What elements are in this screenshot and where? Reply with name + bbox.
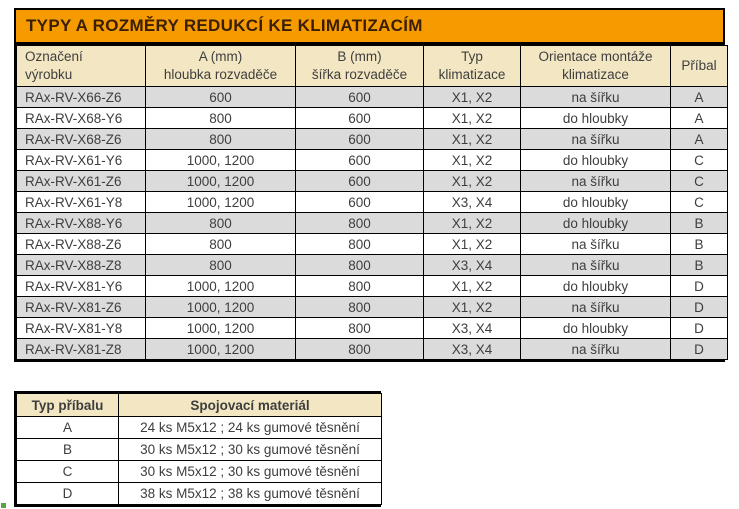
header-line: šířka rozvaděče <box>311 67 408 82</box>
cell-typ: X1, X2 <box>424 276 521 297</box>
cell-pribal: B <box>671 234 728 255</box>
cell-a: 1000, 1200 <box>146 150 296 171</box>
table-row <box>17 297 728 318</box>
pack-type-cell: C <box>17 461 119 483</box>
product-cell: RAx-RV-X61-Z6 <box>17 171 146 192</box>
header-line: A (mm) <box>198 49 243 65</box>
header-line: výrobku <box>25 67 73 82</box>
material-cell: 24 ks M5x12 ; 24 ks gumové těsnění <box>119 417 382 439</box>
header-line: Označení <box>25 49 83 65</box>
cell-typ: X3, X4 <box>424 255 521 276</box>
cell-orientace: na šířku <box>521 297 671 318</box>
product-cell: RAx-RV-X66-Z6 <box>17 87 146 108</box>
cell-typ: X1, X2 <box>424 129 521 150</box>
cell-a: 800 <box>146 108 296 129</box>
table-row <box>17 339 728 360</box>
cell-a: 1000, 1200 <box>146 171 296 192</box>
table-row <box>17 87 728 108</box>
column-header-b-mm <box>296 46 424 87</box>
table-row <box>17 461 382 483</box>
material-cell: 30 ks M5x12 ; 30 ks gumové těsnění <box>119 461 382 483</box>
pack-type-cell: D <box>17 483 119 505</box>
cell-b: 600 <box>296 150 424 171</box>
cell-a: 1000, 1200 <box>146 297 296 318</box>
column-header-pribal <box>671 46 728 87</box>
accessory-pack-panel <box>14 391 381 507</box>
cell-a: 800 <box>146 129 296 150</box>
product-cell: RAx-RV-X61-Y8 <box>17 192 146 213</box>
cell-pribal: A <box>671 129 728 150</box>
column-header-spojovaci-material: Spojovací materiál <box>119 394 382 417</box>
material-cell: 38 ks M5x12 ; 38 ks gumové těsnění <box>119 483 382 505</box>
table-row <box>17 439 382 461</box>
header-line: Orientace montáže <box>538 49 653 65</box>
product-cell: RAx-RV-X68-Y6 <box>17 108 146 129</box>
reduction-types-table <box>16 45 728 360</box>
column-header-orientace-montaze <box>521 46 671 87</box>
cell-pribal: C <box>671 150 728 171</box>
cell-orientace: na šířku <box>521 171 671 192</box>
cell-typ: X3, X4 <box>424 192 521 213</box>
cell-a: 800 <box>146 234 296 255</box>
cell-b: 800 <box>296 339 424 360</box>
column-header-typ-klimatizace <box>424 46 521 87</box>
cell-typ: X1, X2 <box>424 234 521 255</box>
cell-pribal: A <box>671 87 728 108</box>
cell-orientace: do hloubky <box>521 318 671 339</box>
cell-b: 600 <box>296 129 424 150</box>
accessory-header-row <box>17 394 382 417</box>
cell-pribal: D <box>671 276 728 297</box>
cell-a: 1000, 1200 <box>146 318 296 339</box>
product-cell: RAx-RV-X81-Z6 <box>17 297 146 318</box>
cell-b: 800 <box>296 234 424 255</box>
cell-orientace: na šířku <box>521 339 671 360</box>
cell-b: 800 <box>296 213 424 234</box>
cell-a: 800 <box>146 213 296 234</box>
cell-pribal: C <box>671 192 728 213</box>
cell-b: 800 <box>296 318 424 339</box>
cell-pribal: D <box>671 297 728 318</box>
column-header-typ-pribalu: Typ příbalu <box>17 394 119 417</box>
cell-a: 1000, 1200 <box>146 192 296 213</box>
cell-b: 600 <box>296 192 424 213</box>
cell-orientace: do hloubky <box>521 108 671 129</box>
cell-b: 800 <box>296 297 424 318</box>
cell-orientace: do hloubky <box>521 192 671 213</box>
product-cell: RAx-RV-X88-Y6 <box>17 213 146 234</box>
table-row <box>17 318 728 339</box>
product-cell: RAx-RV-X88-Z6 <box>17 234 146 255</box>
product-cell: RAx-RV-X68-Z6 <box>17 129 146 150</box>
cell-pribal: B <box>671 255 728 276</box>
cell-typ: X1, X2 <box>424 171 521 192</box>
table-row <box>17 255 728 276</box>
cell-orientace: na šířku <box>521 129 671 150</box>
column-header-oznaceni-vyrobku <box>17 46 146 87</box>
cell-orientace: do hloubky <box>521 276 671 297</box>
cell-b: 800 <box>296 276 424 297</box>
cell-typ: X1, X2 <box>424 150 521 171</box>
cell-orientace: do hloubky <box>521 213 671 234</box>
product-cell: RAx-RV-X81-Z8 <box>17 339 146 360</box>
table-row <box>17 129 728 150</box>
cell-orientace: na šířku <box>521 255 671 276</box>
cell-orientace: na šířku <box>521 234 671 255</box>
cell-pribal: A <box>671 108 728 129</box>
product-cell: RAx-RV-X88-Z8 <box>17 255 146 276</box>
cell-a: 800 <box>146 255 296 276</box>
cell-pribal: B <box>671 213 728 234</box>
pack-type-cell: B <box>17 439 119 461</box>
reduction-types-panel <box>14 8 725 362</box>
table-header-row <box>17 46 728 87</box>
table-row <box>17 171 728 192</box>
cell-pribal: D <box>671 318 728 339</box>
column-header-a-mm <box>146 46 296 87</box>
product-cell: RAx-RV-X81-Y8 <box>17 318 146 339</box>
table-row <box>17 150 728 171</box>
table-row <box>17 483 382 505</box>
table-row <box>17 213 728 234</box>
cell-b: 600 <box>296 108 424 129</box>
cell-typ: X1, X2 <box>424 108 521 129</box>
table-row <box>17 192 728 213</box>
cell-a: 1000, 1200 <box>146 276 296 297</box>
header-line: Příbal <box>681 58 717 74</box>
cell-b: 800 <box>296 255 424 276</box>
header-line: klimatizace <box>438 67 506 82</box>
header-line: Typ <box>461 49 483 65</box>
table-row <box>17 417 382 439</box>
stray-pixel-artifact <box>1 503 6 508</box>
cell-a: 1000, 1200 <box>146 339 296 360</box>
cell-typ: X1, X2 <box>424 213 521 234</box>
cell-typ: X3, X4 <box>424 318 521 339</box>
cell-pribal: D <box>671 339 728 360</box>
accessory-pack-table <box>16 393 382 505</box>
cell-b: 600 <box>296 87 424 108</box>
table-title: TYPY A ROZMĚRY REDUKCÍ KE KLIMATIZACÍM <box>16 10 723 45</box>
header-line: B (mm) <box>337 49 382 65</box>
table-row <box>17 276 728 297</box>
table-row <box>17 234 728 255</box>
table-row <box>17 108 728 129</box>
product-cell: RAx-RV-X61-Y6 <box>17 150 146 171</box>
cell-orientace: na šířku <box>521 87 671 108</box>
cell-a: 600 <box>146 87 296 108</box>
cell-pribal: C <box>671 171 728 192</box>
header-line: klimatizace <box>562 67 629 82</box>
cell-orientace: do hloubky <box>521 150 671 171</box>
cell-typ: X3, X4 <box>424 339 521 360</box>
material-cell: 30 ks M5x12 ; 30 ks gumové těsnění <box>119 439 382 461</box>
cell-typ: X1, X2 <box>424 87 521 108</box>
header-line: hloubka rozvaděče <box>163 67 278 82</box>
cell-b: 600 <box>296 171 424 192</box>
product-cell: RAx-RV-X81-Y6 <box>17 276 146 297</box>
cell-typ: X1, X2 <box>424 297 521 318</box>
pack-type-cell: A <box>17 417 119 439</box>
